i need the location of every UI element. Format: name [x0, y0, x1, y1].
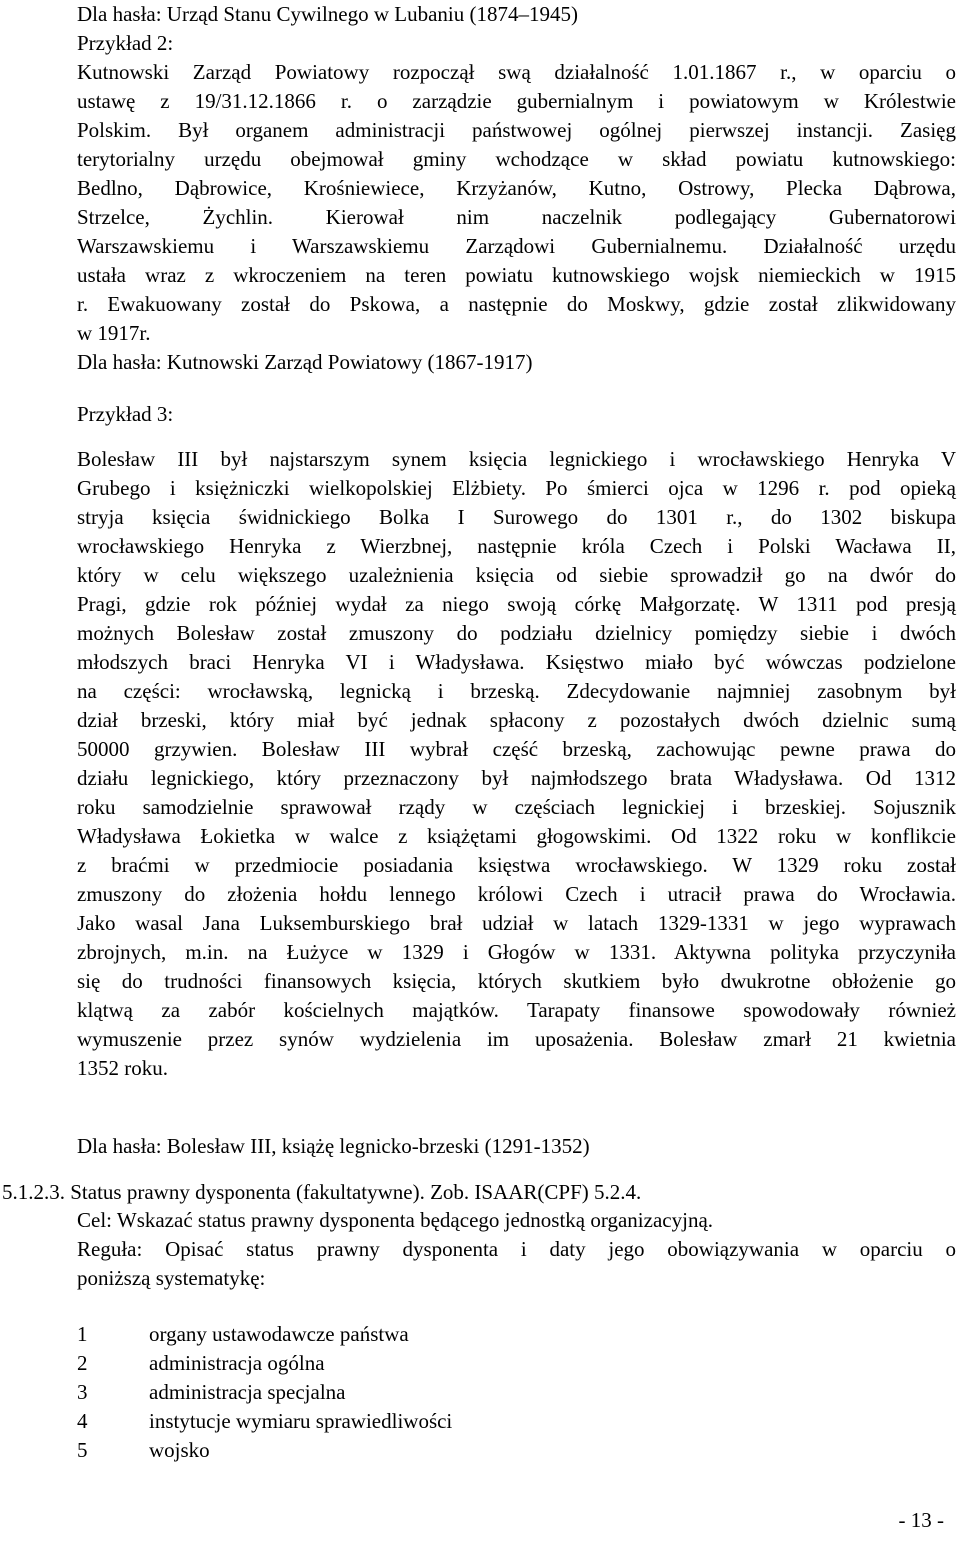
paragraph-line: wrocławskiego Henryka z Wierzbnej, następnie króla Czech i Polski Wacława II, — [77, 534, 956, 558]
paragraph-line: Władysława Łokietka w walce z książętami głogowskimi. Od 1322 roku w konflikcie — [77, 824, 956, 848]
example-3-paragraph — [77, 445, 956, 1083]
list-number: 5 — [77, 1438, 88, 1462]
paragraph-line: Bedlno, Dąbrowice, Krośniewiece, Krzyżanów, Kutno, Ostrowy, Plecka Dąbrowa, — [77, 176, 956, 200]
paragraph-line: ustała wraz z wkroczeniem na teren powiatu kutnowskiego wojsk niemieckich w 1915 — [77, 263, 956, 287]
paragraph-line: zbrojnych, m.in. na Łużyce w 1329 i Głogów w 1331. Aktywna polityka przyczyniła — [77, 940, 956, 964]
example-3-heading: Przykład 3: — [77, 402, 174, 426]
paragraph-line: Kutnowski Zarząd Powiatowy rozpoczął swą działalność 1.01.1867 r., w oparciu o — [77, 60, 956, 84]
paragraph-line: działu legnickiego, który przeznaczony był najmłodszego brata Władysława. Od 1312 — [77, 766, 956, 790]
paragraph-line: zmuszony do złożenia hołdu lennego królowi Czech i utracił prawa do Wrocławia. — [77, 882, 956, 906]
section-heading: 5.1.2.3. Status prawny dysponenta (fakultatywne). Zob. ISAAR(CPF) 5.2.4. — [2, 1180, 642, 1204]
goal-line: Cel: Wskazać status prawny dysponenta będącego jednostką organizacyjną. — [77, 1208, 714, 1232]
paragraph-line: na części: wrocławską, legnicką i brzeską. Zdecydowanie najmniej zasobnym był — [77, 679, 956, 703]
entry-line-boleslaw: Dla hasła: Bolesław III, książę legnicko-brzeski (1291-1352) — [77, 1134, 590, 1158]
paragraph-line: Strzelce, Żychlin. Kierował nim naczelnik podlegający Gubernatorowi — [77, 205, 956, 229]
paragraph-line: roku samodzielnie sprawował rządy w częściach legnickiej i brzeskiej. Sojusznik — [77, 795, 956, 819]
list-number: 3 — [77, 1380, 88, 1404]
list-text: wojsko — [149, 1438, 210, 1462]
list-text: organy ustawodawcze państwa — [149, 1322, 409, 1346]
rule-line: poniższą systematykę: — [77, 1266, 266, 1290]
paragraph-line: 50000 grzywien. Bolesław III wybrał część brzeską, zachowując pewne prawa do — [77, 737, 956, 761]
paragraph-line: Jako wasal Jana Luksemburskiego brał udział w latach 1329-1331 w jego wyprawach — [77, 911, 956, 935]
paragraph-line: się do trudności finansowych księcia, których skutkiem było dwukrotne obłożenie go — [77, 969, 956, 993]
list-text: instytucje wymiaru sprawiedliwości — [149, 1409, 453, 1433]
list-text: administracja ogólna — [149, 1351, 325, 1375]
paragraph-line: r. Ewakuowany został do Pskowa, a następnie do Moskwy, gdzie został zlikwidowany — [77, 292, 956, 316]
paragraph-line: ustawę z 19/31.12.1866 r. o zarządzie gubernialnym i powiatowym w Królestwie — [77, 89, 956, 113]
paragraph-line: Grubego i księżniczki wielkopolskiej Elżbiety. Po śmierci ojca w 1296 r. pod opieką — [77, 476, 956, 500]
paragraph-line: wymuszenie przez synów wydzielenia im uposażenia. Bolesław zmarł 21 kwietnia — [77, 1027, 956, 1051]
list-number: 4 — [77, 1409, 88, 1433]
paragraph-line: Polskim. Był organem administracji państwowej ogólnej pierwszej instancji. Zasięg — [77, 118, 956, 142]
paragraph-line: Bolesław III był najstarszym synem księcia legnickiego i wrocławskiego Henryka V — [77, 447, 956, 471]
page-number: - 13 - — [898, 1508, 944, 1532]
entry-line-kutno: Dla hasła: Kutnowski Zarząd Powiatowy (1867-1917) — [77, 350, 533, 374]
section-body — [77, 1206, 956, 1293]
paragraph-line: dział brzeski, który miał być jednak spłacony z pozostałych dwóch dzielnic sumą — [77, 708, 956, 732]
paragraph-line: młodszych braci Henryka VI i Władysława. Księstwo miało być wówczas podzielone — [77, 650, 956, 674]
rule-line: Reguła: Opisać status prawny dysponenta i daty jego obowiązywania w oparciu o — [77, 1237, 956, 1261]
paragraph-line: terytorialny urzędu obejmował gminy wchodzące w skład powiatu kutnowskiego: — [77, 147, 956, 171]
paragraph-line: możnych Bolesław został zmuszony do podziału dzielnicy pomiędzy siebie i dwóch — [77, 621, 956, 645]
paragraph-line: Warszawskiemu i Warszawskiemu Zarządowi Gubernialnemu. Działalność urzędu — [77, 234, 956, 258]
paragraph-line: Pragi, gdzie rok później wydał za niego swoją córkę Małgorzatę. W 1311 pod presją — [77, 592, 956, 616]
paragraph-line: klątwą za zabór kościelnych majątków. Tarapaty finansowe spowodowały również — [77, 998, 956, 1022]
paragraph-line: 1352 roku. — [77, 1056, 168, 1080]
example-2-heading: Przykład 2: — [77, 31, 174, 55]
paragraph-line: w 1917r. — [77, 321, 151, 345]
paragraph-line: który w celu większego uzależnienia księcia od siebie sprowadził go na dwór do — [77, 563, 956, 587]
paragraph-line: stryja księcia świdnickiego Bolka I Surowego do 1301 r., do 1302 biskupa — [77, 505, 956, 529]
list-text: administracja specjalna — [149, 1380, 346, 1404]
entry-line-lubań: Dla hasła: Urząd Stanu Cywilnego w Lubaniu (1874–1945) — [77, 2, 578, 26]
example-2-block — [77, 0, 956, 377]
list-number: 2 — [77, 1351, 88, 1375]
list-number: 1 — [77, 1322, 88, 1346]
paragraph-line: z braćmi w przedmiocie posiadania księstwa wrocławskiego. W 1329 roku został — [77, 853, 956, 877]
